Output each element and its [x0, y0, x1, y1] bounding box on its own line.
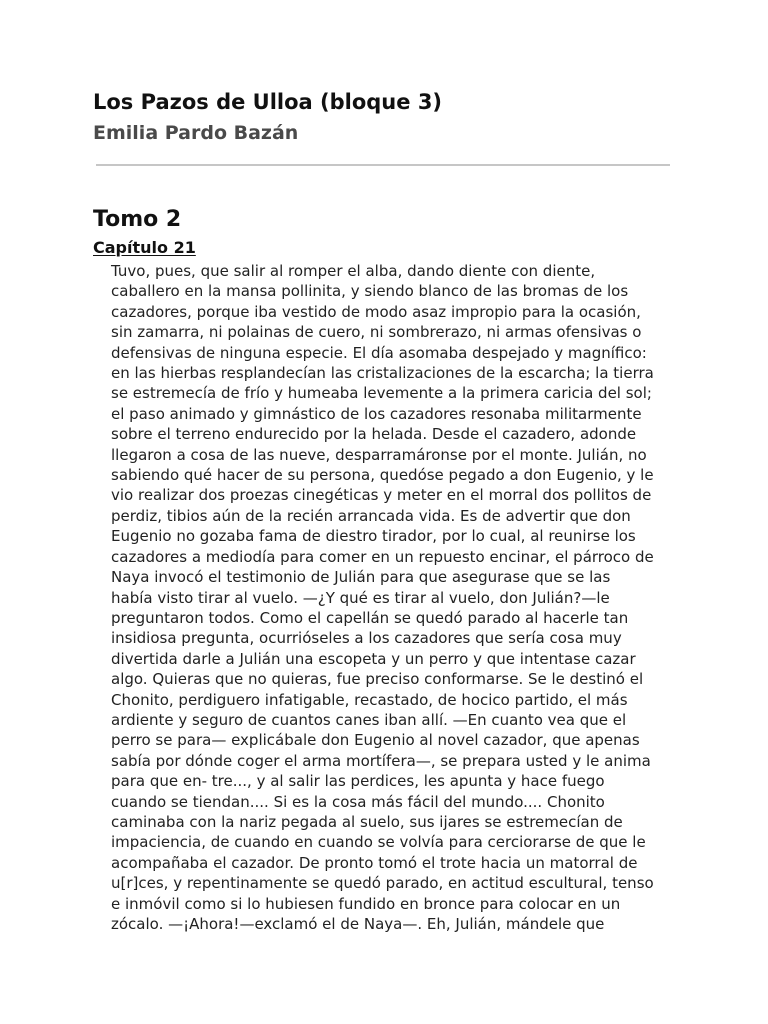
text-line: e inmóvil como si lo hubiesen fundido en bronce para colocar en un: [111, 894, 621, 913]
text-line: caballero en la mansa pollinita, y siendo blanco de las bromas de los: [111, 282, 629, 301]
text-line: divertida darle a Julián una escopeta y un perro y que intentase cazar: [111, 649, 636, 668]
text-line: en las hierbas resplandecían las cristalizaciones de la escarcha; la tierra: [111, 364, 654, 383]
chapter-body: [111, 261, 681, 934]
text-line: caminaba con la nariz pegada al suelo, sus ijares se estremecían de: [111, 812, 623, 831]
text-line: cazadores, porque iba vestido de modo asaz impropio para la ocasión,: [111, 302, 641, 321]
text-line: zócalo. —¡Ahora!—exclamó el de Naya—. Eh, Julián, mándele que: [111, 915, 605, 933]
text-line: llegaron a cosa de las nueve, desparramáronse por el monte. Julián, no: [111, 445, 647, 464]
text-line: sabiendo qué hacer de su persona, quedóse pegado a don Eugenio, y le: [111, 466, 654, 485]
text-line: había visto tirar al vuelo. —¿Y qué es tirar al vuelo, don Julián?—le: [111, 588, 610, 607]
text-line: sobre el terreno endurecido por la helada. Desde el cazadero, adonde: [111, 425, 637, 444]
text-line: perdiz, tibios aún de la recién arrancada vida. Es de advertir que don: [111, 506, 631, 525]
book-title: Los Pazos de Ulloa (bloque 3): [93, 90, 443, 114]
text-line: ardiente y seguro de cuantos canes iban allí. —En cuanto vea que el: [111, 710, 627, 729]
text-line: para que en- tre..., y al salir las perdices, les apunta y hace fuego: [111, 772, 605, 791]
text-line: u[r]ces, y repentinamente se quedó parado, en actitud escultural, tenso: [111, 874, 654, 893]
text-line: el paso animado y gimnástico de los cazadores resonaba militarmente: [111, 404, 642, 423]
text-line: se estremecía de frío y humeaba levemente a la primera caricia del sol;: [111, 384, 652, 403]
volume-title: Tomo 2: [93, 207, 182, 232]
text-line: Tuvo, pues, que salir al romper el alba, dando diente con diente,: [111, 262, 596, 280]
text-line: Chonito, perdiguero infatigable, recastado, de hocico partido, el más: [111, 690, 628, 709]
book-author: Emilia Pardo Bazán: [93, 122, 299, 144]
text-line: preguntaron todos. Como el capellán se quedó parado al hacerle tan: [111, 608, 629, 627]
document-page: [93, 86, 675, 933]
text-line: algo. Quieras que no quieras, fue preciso conformarse. Se le destinó el: [111, 670, 644, 689]
text-line: vio realizar dos proezas cinegéticas y meter en el morral dos pollitos de: [111, 486, 652, 505]
text-line: defensivas de ninguna especie. El día asomaba despejado y magnífico:: [111, 343, 647, 362]
text-line: insidiosa pregunta, ocurrióseles a los cazadores que sería cosa muy: [111, 629, 622, 648]
text-line: cazadores a mediodía para comer en un repuesto encinar, el párroco de: [111, 547, 654, 566]
text-line: cuando se tiendan.... Si es la cosa más fácil del mundo.... Chonito: [111, 792, 605, 811]
text-line: perro se para— explicábale don Eugenio al novel cazador, que apenas: [111, 731, 640, 750]
text-line: acompañaba el cazador. De pronto tomó el trote hacia un matorral de: [111, 853, 638, 872]
text-line: Eugenio no gozaba fama de diestro tirador, por lo cual, al reunirse los: [111, 527, 636, 546]
text-line: impaciencia, de cuando en cuando se volvía para cerciorarse de que le: [111, 833, 646, 852]
text-line: sabía por dónde coger el arma mortífera—, se prepara usted y le anima: [111, 751, 651, 770]
horizontal-divider: [96, 164, 670, 166]
text-line: Naya invocó el testimonio de Julián para que asegurase que se las: [111, 568, 611, 587]
text-line: sin zamarra, ni polainas de cuero, ni sombrerazo, ni armas ofensivas o: [111, 323, 642, 342]
chapter-title: Capítulo 21: [93, 238, 196, 257]
